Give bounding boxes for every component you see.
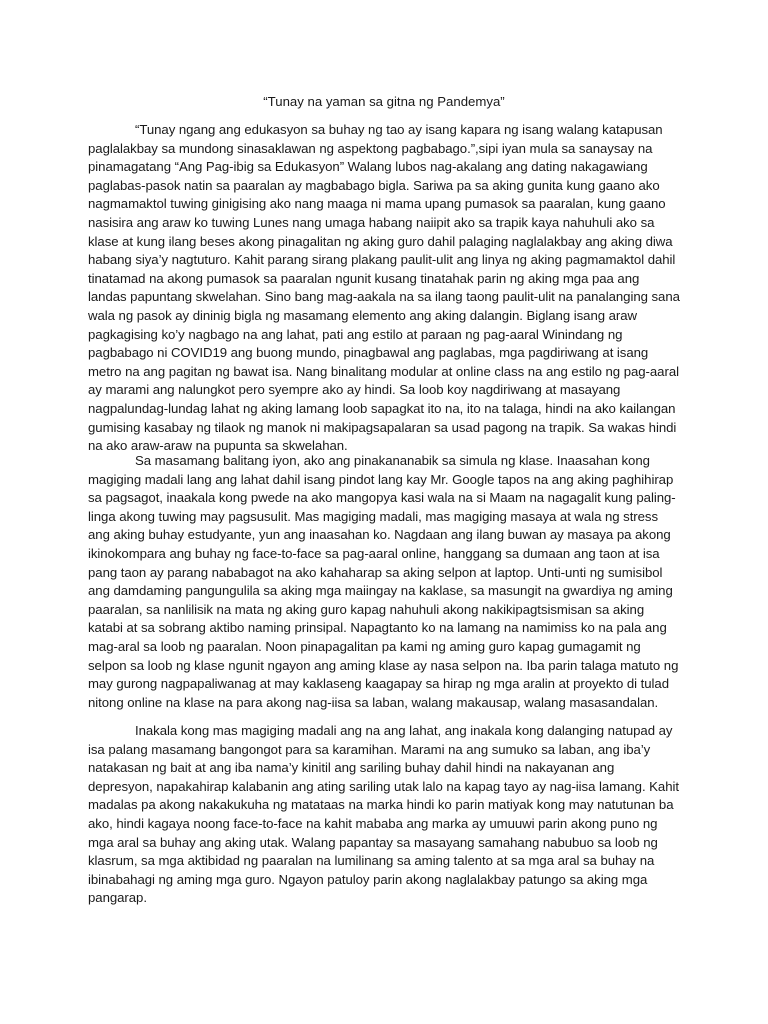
paragraph-2: Sa masamang balitang iyon, ako ang pinakananabik sa simula ng klase. Inaasahan kong magiging madali lang ang lahat dahil isang pindot lang kay Mr. Google tapos na ang aking paghihirap sa pagsagot, inaakala kong pwede na ako mangopya kasi wala na si Maam na nagagalit kung paling-linga akong tuwing may pagsusulit. Mas magiging madali, mas magiging masaya at wala ng stress ang aking buhay estudyante, yun ang inaasahan ko. Nagdaan ang ilang buwan ay masaya pa akong ikinokompara ang buhay ng face-to-face sa pag-aaral online, hanggang sa dumaan ang taon at isa pang taon ay parang nababagot na ako kahaharap sa aking selpon at laptop. Unti-unti ng sumisibol ang damdaming pangungulila sa aking mga maiingay na kaklase, sa masungit na gwardiya ng aming paaralan, sa nanlilisik na mata ng aking guro kapag nahuhuli akong nakikipagtsismisan sa aking katabi at sa sobrang aktibo naming prinsipal. Napagtanto ko na lamang na namimiss ko na pala ang mag-aral sa loob ng paaralan. Noon pinapagalitan pa kami ng aming guro kapag gumagamit ng selpon sa loob ng klase ngunit ngayon ang aming klase ay nasa selpon na. Iba parin talaga matuto ng may gurong nagpapaliwanag at may kaklaseng kaagapay sa hirap ng mga aralin at proyekto di tulad nitong online na klase na para akong nag-iisa sa laban, walang makausap, walang masasandalan. xyxy=(88,453,679,710)
essay-title: “Tunay na yaman sa gitna ng Pandemya” xyxy=(263,94,505,109)
paragraph-1: “Tunay ngang ang edukasyon sa buhay ng tao ay isang kapara ng isang walang katapusan paglalakbay sa mundong sinasaklawan ng aspektong pagbabago.”,sipi iyan mula sa sanaysay na pinamagatang “Ang Pag-ibig sa Edukasyon” Walang lubos nag-akalang ang dating nakagawiang paglabas-pasok natin sa paaralan ay magbabago bigla. Sariwa pa sa aking gunita kung gaano ako nagmamaktol tuwing ginigising ako nang maaga ni mama upang pumasok sa paaralan, kung gaano nasisira ang araw ko tuwing Lunes nang umaga habang naiipit ako sa trapik kaya nahuhuli ako sa klase at kung ilang beses akong pinagalitan ng aking guro dahil palaging naglalakbay ang aking diwa habang siya’y nagtuturo. Kahit parang sirang plakang paulit-ulit ang linya ng aking pagmamaktol dahil tinatamad na akong pumasok sa paaralan ngunit kusang tinatahak parin ng aking mga paa ang landas papuntang skwelahan. Sino bang mag-aakala na sa ilang taong paulit-ulit na panalanging sana wala ng pasok ay dininig bigla ng masamang elemento ang aking dalangin. Biglang isang araw pagkagising ko’y nagbago na ang lahat, pati ang estilo at paraan ng pag-aaral Winindang ng pagbabago ni COVID19 ang buong mundo, pinagbawal ang paglabas, mga pagdiriwang at isang metro na ang pagitan ng bawat isa. Nang binalitang modular at online class na ang estilo ng pag-aaral ay marami ang nalungkot pero syempre ako ay hindi. Sa loob koy nagdiriwang at masayang nagpalundag-lundag lahat ng aking lamang loob sapagkat ito na, ito na talaga, hindi na ako kailangan gumising kasabay ng tilaok ng manok ni makipagsapalaran sa usad pagong na trapik. Sa wakas hindi na ako araw-araw na pupunta sa skwelahan. xyxy=(88,122,680,454)
paragraph-3: Inakala kong mas magiging madali ang na ang lahat, ang inakala kong dalanging natupad ay isa palang masamang bangongot para sa karamihan. Marami na ang sumuko sa laban, ang iba’y natakasan ng bait at ang iba nama’y kinitil ang sariling buhay dahil hindi na nakayanan ang depresyon, napakahirap kalabanin ang ating sariling utak lalo na kapag tayo ay nag-iisa lamang. Kahit madalas pa akong nakakukuha ng matataas na marka hindi ko parin matiyak kong may natutunan ba ako, hindi kagaya noong face-to-face na kahit mababa ang marka ay umuuwi parin akong puno ng mga aral sa buhay ang aking utak. Walang papantay sa masayang samahang nabubuo sa loob ng klasrum, sa mga aktibidad ng paaralan na lumilinang sa aming talento at sa mga aral sa buhay na ibinabahagi ng aming mga guro. Ngayon patuloy parin akong naglalakbay patungo sa aking mga pangarap. xyxy=(88,723,679,906)
